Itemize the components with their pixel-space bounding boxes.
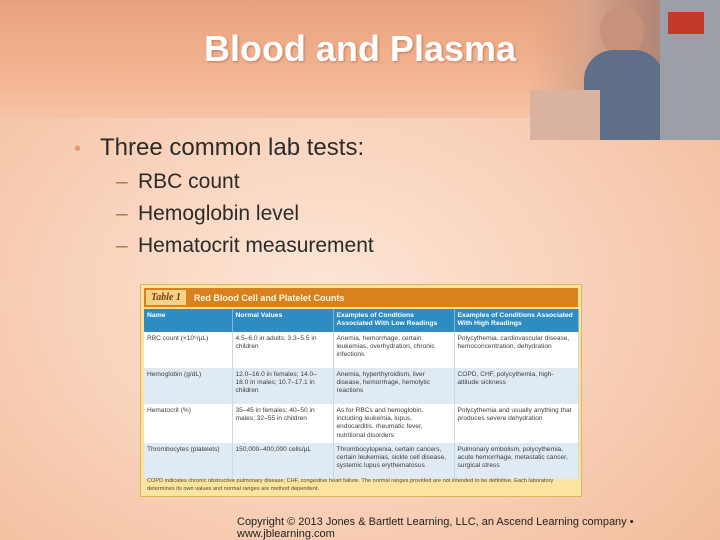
dash-icon: – [116, 234, 128, 257]
header-photo [530, 0, 720, 140]
page-title: Blood and Plasma [203, 28, 517, 69]
table-row [144, 368, 578, 404]
bullet-dot-icon: • [74, 138, 82, 160]
table-caption: Red Blood Cell and Platelet Counts [193, 292, 345, 303]
table-cell: Polycythemia, cardiovascular disease, hemoconcentration, dehydration [454, 332, 578, 368]
table-tag: Table 1 [146, 290, 186, 305]
bullet-list [74, 134, 374, 266]
table-cell: 35–45 in females; 40–50 in males; 32–55 in children [232, 404, 333, 443]
sub-bullet-text: RBC count [138, 170, 240, 193]
table-cell: RBC count (×10⁶/µL) [144, 332, 232, 368]
table-cell: Polycythemia and usually anything that produces severe dehydration [454, 404, 578, 443]
copyright-footer: Copyright © 2013 Jones & Bartlett Learning, LLC, an Ascend Learning company • www.jblearning.com [237, 516, 634, 540]
column-header: Name [144, 309, 232, 332]
table-cell: COPD, CHF, polycythemia, high-altitude sickness [454, 368, 578, 404]
bullet-main [74, 134, 374, 162]
table-title-bar [144, 288, 578, 307]
table-cell: 150,000–400,000 cells/µL [232, 443, 333, 479]
column-header: Examples of Conditions Associated With High Readings [454, 309, 578, 332]
table-cell: 4.5–6.0 in adults; 3.3–5.5 in children [232, 332, 333, 368]
sub-bullet-item [116, 234, 374, 258]
bullet-text: Three common lab tests: [100, 134, 365, 161]
table-cell: Thrombocytes (platelets) [144, 443, 232, 479]
dash-icon: – [116, 202, 128, 225]
sub-bullet-list [74, 170, 374, 258]
table-row [144, 443, 578, 479]
table-cell: Thrombocytopenia, certain cancers, certain leukemias, sickle cell disease, systemic lupus erythematosus [333, 443, 454, 479]
table-cell: Anemia, hemorrhage, certain leukemias, overhydration, chronic infections [333, 332, 454, 368]
table-cell: Pulmonary embolism, polycythemia, acute hemorrhage, metastatic cancer, surgical stress [454, 443, 578, 479]
sub-bullet-item [116, 170, 374, 194]
sub-bullet-text: Hematocrit measurement [138, 234, 374, 257]
table-row [144, 332, 578, 368]
sub-bullet-item [116, 202, 374, 226]
column-header: Examples of Conditions Associated With Low Readings [333, 309, 454, 332]
table-row [144, 404, 578, 443]
table-cell: Hemoglobin (g/dL) [144, 368, 232, 404]
table-footnote: COPD indicates chronic obstructive pulmonary disease; CHF, congestive heart failure. The normal ranges provided are not intended to be definitive. Each laboratory determines its own values and normal ranges are method dependent. [147, 478, 554, 492]
table-cell: Hematocrit (%) [144, 404, 232, 443]
sub-bullet-text: Hemoglobin level [138, 202, 300, 225]
column-header: Normal Values [232, 309, 333, 332]
table-cell: 12.0–16.0 in females; 14.0–18.0 in males; 10.7–17.1 in children [232, 368, 333, 404]
table-cell: Anemia, hyperthyroidism, liver disease, hemorrhage, hemolytic reactions [333, 368, 454, 404]
table-cell: As for RBCs and hemoglobin, including leukemia, lupus, endocarditis, rheumatic fever, nutritional disorders [333, 404, 454, 443]
table-header-row [144, 309, 578, 332]
rbc-table-figure [140, 284, 582, 497]
dash-icon: – [116, 170, 128, 193]
rbc-table [144, 309, 579, 479]
